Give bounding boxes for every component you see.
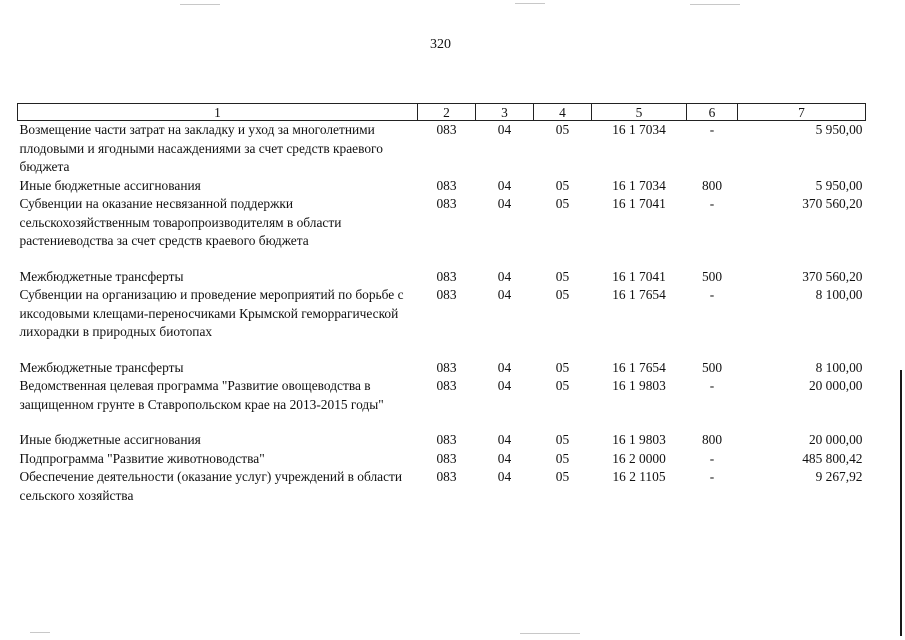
row-code-4: 05 xyxy=(555,287,570,302)
row-code-2: 083 xyxy=(436,469,457,484)
row-code-4: 05 xyxy=(555,378,570,393)
scan-edge-line xyxy=(900,370,902,636)
table-row xyxy=(18,177,866,196)
row-name: Субвенции на организацию и проведение мероприятий по борьбе с иксодовыми клещами-переносчиками Крымской геморрагической лихорадки в природных биотопах xyxy=(19,287,404,339)
row-code-2: 083 xyxy=(436,378,457,393)
scan-noise xyxy=(180,4,220,5)
row-code-2: 083 xyxy=(436,196,457,211)
row-code-5: 16 1 9803 xyxy=(612,432,666,447)
scan-noise xyxy=(690,4,740,5)
row-code-6: 500 xyxy=(701,268,723,284)
row-code-5: 16 2 1105 xyxy=(612,469,666,484)
row-amount: 20 000,00 xyxy=(808,378,863,393)
row-code-6: - xyxy=(709,450,715,466)
row-code-4: 05 xyxy=(555,450,570,466)
table-row xyxy=(18,195,866,268)
row-code-3: 04 xyxy=(497,450,512,466)
row-code-2: 083 xyxy=(436,122,457,137)
row-code-3: 04 xyxy=(497,359,512,375)
row-amount: 370 560,20 xyxy=(802,268,863,284)
table-row xyxy=(18,286,866,359)
row-code-5: 16 1 9803 xyxy=(612,378,666,393)
row-code-4: 05 xyxy=(555,268,570,284)
row-name: Иные бюджетные ассигнования xyxy=(19,177,201,193)
row-name: Подпрограмма "Развитие животноводства" xyxy=(19,450,265,466)
row-code-6: - xyxy=(709,287,715,302)
row-amount: 5 950,00 xyxy=(815,177,863,193)
table-row xyxy=(18,468,866,505)
row-code-3: 04 xyxy=(497,378,512,393)
row-name: Межбюджетные трансферты xyxy=(19,359,184,375)
row-code-6: 800 xyxy=(701,177,723,193)
row-code-3: 04 xyxy=(497,469,512,484)
header-cell-5: 5 xyxy=(592,104,687,121)
row-code-3: 04 xyxy=(497,177,512,193)
table-row xyxy=(18,377,866,431)
header-cell-4: 4 xyxy=(534,104,592,121)
header-cell-6: 6 xyxy=(687,104,738,121)
row-code-5: 16 1 7041 xyxy=(612,196,666,211)
row-code-2: 083 xyxy=(436,287,457,302)
row-name: Иные бюджетные ассигнования xyxy=(19,432,201,447)
row-code-3: 04 xyxy=(497,268,512,284)
row-code-2: 083 xyxy=(436,450,457,466)
row-code-2: 083 xyxy=(436,268,457,284)
row-code-3: 04 xyxy=(497,122,512,137)
row-code-6: 500 xyxy=(701,359,723,375)
row-code-3: 04 xyxy=(497,196,512,211)
row-code-5: 16 2 0000 xyxy=(612,450,666,466)
row-code-5: 16 1 7041 xyxy=(612,268,666,284)
header-cell-3: 3 xyxy=(476,104,534,121)
row-code-3: 04 xyxy=(497,432,512,447)
row-code-2: 083 xyxy=(436,177,457,193)
row-amount: 8 100,00 xyxy=(815,359,863,375)
table-body xyxy=(18,121,866,506)
header-cell-2: 2 xyxy=(418,104,476,121)
table-row xyxy=(18,121,866,177)
row-code-2: 083 xyxy=(436,359,457,375)
row-code-6: - xyxy=(709,196,715,211)
row-name: Возмещение части затрат на закладку и уход за многолетними плодовыми и ягодными насаждениями за счет средств краевого бюджета xyxy=(19,122,383,174)
row-name: Ведомственная целевая программа "Развитие овощеводства в защищенном грунте в Ставропольском крае на 2013-2015 годы" xyxy=(19,378,384,412)
row-code-4: 05 xyxy=(555,196,570,211)
row-name: Субвенции на оказание несвязанной поддержки сельскохозяйственным товаропроизводителям в области растениеводства за счет средств краевого бюджета xyxy=(19,196,342,248)
row-code-4: 05 xyxy=(555,432,570,447)
row-code-4: 05 xyxy=(555,359,570,375)
table-header xyxy=(18,104,866,121)
table-row xyxy=(18,268,866,287)
row-amount: 20 000,00 xyxy=(808,432,863,447)
row-code-5: 16 1 7034 xyxy=(612,177,666,193)
table-row xyxy=(18,359,866,378)
row-amount: 8 100,00 xyxy=(815,287,863,302)
row-code-5: 16 1 7034 xyxy=(612,122,666,137)
scan-noise xyxy=(30,632,50,633)
header-cell-1: 1 xyxy=(18,104,418,121)
row-code-4: 05 xyxy=(555,122,570,137)
row-code-5: 16 1 7654 xyxy=(612,359,666,375)
table-row xyxy=(18,450,866,469)
header-cell-7: 7 xyxy=(738,104,866,121)
header-row xyxy=(18,104,866,121)
budget-table xyxy=(17,103,866,505)
row-code-6: - xyxy=(709,378,715,393)
row-code-4: 05 xyxy=(555,177,570,193)
row-amount: 485 800,42 xyxy=(802,450,863,466)
row-amount: 370 560,20 xyxy=(802,196,863,211)
row-amount: 9 267,92 xyxy=(815,469,863,484)
scan-noise xyxy=(520,633,580,634)
row-code-4: 05 xyxy=(555,469,570,484)
row-code-5: 16 1 7654 xyxy=(612,287,666,302)
row-code-2: 083 xyxy=(436,432,457,447)
row-amount: 5 950,00 xyxy=(815,122,863,137)
row-name: Межбюджетные трансферты xyxy=(19,268,184,284)
row-code-6: - xyxy=(709,122,715,137)
page-number: 320 xyxy=(430,37,451,52)
row-code-6: - xyxy=(709,469,715,484)
row-name: Обеспечение деятельности (оказание услуг) учреждений в области сельского хозяйства xyxy=(19,469,403,503)
table-row xyxy=(18,431,866,450)
row-code-3: 04 xyxy=(497,287,512,302)
row-code-6: 800 xyxy=(701,432,723,447)
scan-noise xyxy=(515,3,545,4)
